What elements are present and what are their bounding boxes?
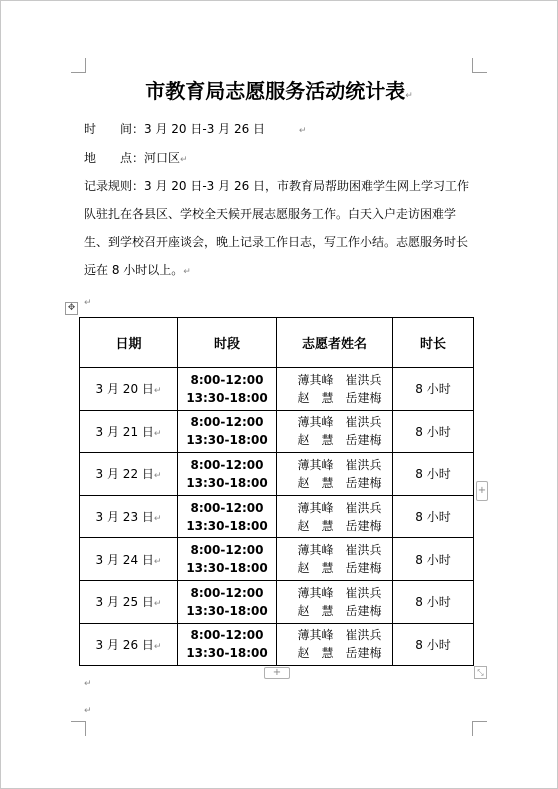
paragraph-mark: ↵ xyxy=(84,298,92,308)
place-label: 地 点： xyxy=(84,151,145,165)
date-cell xyxy=(80,580,178,623)
duration-cell xyxy=(393,538,474,581)
header-time-slot: 时段 xyxy=(178,318,277,368)
document-title xyxy=(0,75,558,104)
duration-text: 8 小时 xyxy=(415,595,451,610)
table-row xyxy=(80,453,474,496)
diagonal-resize-icon: ⤡ xyxy=(477,668,484,677)
table-body xyxy=(80,368,474,666)
volunteer-name: 岳建梅 xyxy=(345,390,382,405)
time-slot-cell xyxy=(178,580,277,623)
paragraph-mark: ↵ xyxy=(153,556,162,567)
table-header-row xyxy=(80,318,474,368)
morning-slot: 8:00-12:00 xyxy=(190,628,264,643)
volunteer-names-cell xyxy=(277,538,393,581)
afternoon-slot: 13:30-18:00 xyxy=(186,475,268,490)
date-text: 3 月 20 日 xyxy=(95,382,154,397)
volunteer-name: 岳建梅 xyxy=(345,433,382,448)
time-slot-cell xyxy=(178,623,277,666)
time-slot-cell xyxy=(178,410,277,453)
morning-slot: 8:00-12:00 xyxy=(190,543,264,558)
duration-text: 8 小时 xyxy=(415,424,451,439)
volunteer-name: 崔洪兵 xyxy=(345,457,382,472)
volunteer-name: 崔洪兵 xyxy=(345,500,382,515)
afternoon-slot: 13:30-18:00 xyxy=(186,390,268,405)
rules-text: 记录规则：3 月 20 日-3 月 26 日，市教育局帮助困难学生网上学习工作队驻扎在各县区、学校全天候开展志愿服务工作。白天入户走访困难学生、到学校召开座谈会，晚上记录工作日志，写工作小结。志愿服务时长远在 8 小时以上。 xyxy=(84,179,470,277)
volunteer-name: 崔洪兵 xyxy=(345,372,382,387)
duration-text: 8 小时 xyxy=(415,510,451,525)
date-cell xyxy=(80,368,178,411)
duration-cell xyxy=(393,368,474,411)
volunteer-name: 岳建梅 xyxy=(345,561,382,576)
volunteer-names-cell xyxy=(277,368,393,411)
table-row xyxy=(80,368,474,411)
crop-mark-bottom-left xyxy=(71,721,86,736)
volunteer-name: 崔洪兵 xyxy=(345,415,382,430)
table-row xyxy=(80,580,474,623)
paragraph-mark: ↵ xyxy=(153,641,162,652)
volunteer-name: 薄其峰 xyxy=(297,372,334,387)
table-row xyxy=(80,410,474,453)
volunteer-name: 崔洪兵 xyxy=(345,628,382,643)
volunteer-names-cell xyxy=(277,495,393,538)
table-resize-handle[interactable] xyxy=(474,666,487,679)
table-move-icon[interactable]: ✥ xyxy=(65,302,78,315)
paragraph-mark: ↵ xyxy=(153,428,162,439)
morning-slot: 8:00-12:00 xyxy=(190,372,264,387)
date-text: 3 月 26 日 xyxy=(95,637,154,652)
paragraph-mark: ↵ xyxy=(180,155,188,165)
paragraph-mark: ↵ xyxy=(84,706,92,716)
afternoon-slot: 13:30-18:00 xyxy=(186,518,268,533)
table-row xyxy=(80,495,474,538)
time-value: 3 月 20 日-3 月 26 日 xyxy=(144,122,266,136)
afternoon-slot: 13:30-18:00 xyxy=(186,646,268,661)
volunteer-statistics-table xyxy=(79,317,474,666)
plus-icon: + xyxy=(477,485,487,496)
date-cell xyxy=(80,623,178,666)
paragraph-mark: ↵ xyxy=(84,679,92,689)
recording-rules-paragraph xyxy=(84,172,474,286)
volunteer-name: 赵 慧 xyxy=(297,646,334,661)
volunteer-name: 崔洪兵 xyxy=(345,585,382,600)
date-text: 3 月 25 日 xyxy=(95,595,154,610)
time-label: 时 间： xyxy=(84,122,145,136)
volunteer-name: 岳建梅 xyxy=(345,603,382,618)
duration-cell xyxy=(393,580,474,623)
volunteer-name: 赵 慧 xyxy=(297,603,334,618)
crop-mark-top-left xyxy=(71,58,86,73)
add-column-button[interactable] xyxy=(476,481,488,501)
time-line xyxy=(84,120,306,137)
duration-text: 8 小时 xyxy=(415,467,451,482)
duration-text: 8 小时 xyxy=(415,637,451,652)
afternoon-slot: 13:30-18:00 xyxy=(186,561,268,576)
volunteer-name: 薄其峰 xyxy=(297,457,334,472)
morning-slot: 8:00-12:00 xyxy=(190,457,264,472)
time-slot-cell xyxy=(178,368,277,411)
header-volunteer-names: 志愿者姓名 xyxy=(277,318,393,368)
date-text: 3 月 21 日 xyxy=(95,424,154,439)
morning-slot: 8:00-12:00 xyxy=(190,585,264,600)
duration-cell xyxy=(393,453,474,496)
volunteer-name: 岳建梅 xyxy=(345,475,382,490)
duration-text: 8 小时 xyxy=(415,382,451,397)
date-cell xyxy=(80,410,178,453)
crop-mark-top-right xyxy=(472,58,487,73)
date-cell xyxy=(80,495,178,538)
duration-cell xyxy=(393,495,474,538)
place-value: 河口区 xyxy=(144,151,181,165)
paragraph-mark: ↵ xyxy=(405,91,413,101)
date-cell xyxy=(80,538,178,581)
time-slot-cell xyxy=(178,453,277,496)
date-text: 3 月 23 日 xyxy=(95,510,154,525)
table-row xyxy=(80,623,474,666)
plus-icon: + xyxy=(272,667,282,678)
volunteer-names-cell xyxy=(277,623,393,666)
volunteer-name: 赵 慧 xyxy=(297,433,334,448)
paragraph-mark: ↵ xyxy=(153,514,162,525)
volunteer-name: 崔洪兵 xyxy=(345,543,382,558)
duration-cell xyxy=(393,623,474,666)
duration-text: 8 小时 xyxy=(415,552,451,567)
volunteer-name: 薄其峰 xyxy=(297,500,334,515)
table-row xyxy=(80,538,474,581)
volunteer-name: 赵 慧 xyxy=(297,390,334,405)
volunteer-name: 赵 慧 xyxy=(297,518,334,533)
volunteer-name: 岳建梅 xyxy=(345,646,382,661)
volunteer-name: 赵 慧 xyxy=(297,561,334,576)
afternoon-slot: 13:30-18:00 xyxy=(186,433,268,448)
paragraph-mark: ↵ xyxy=(183,267,191,277)
date-text: 3 月 22 日 xyxy=(95,467,154,482)
volunteer-names-cell xyxy=(277,410,393,453)
add-row-button[interactable] xyxy=(264,667,290,679)
volunteer-names-cell xyxy=(277,580,393,623)
volunteer-name: 薄其峰 xyxy=(297,415,334,430)
place-line xyxy=(84,149,188,166)
time-slot-cell xyxy=(178,495,277,538)
header-duration: 时长 xyxy=(393,318,474,368)
volunteer-names-cell xyxy=(277,453,393,496)
volunteer-name: 薄其峰 xyxy=(297,543,334,558)
date-cell xyxy=(80,453,178,496)
volunteer-name: 薄其峰 xyxy=(297,585,334,600)
header-date: 日期 xyxy=(80,318,178,368)
paragraph-mark: ↵ xyxy=(298,126,307,136)
morning-slot: 8:00-12:00 xyxy=(190,500,264,515)
duration-cell xyxy=(393,410,474,453)
paragraph-mark: ↵ xyxy=(153,599,162,610)
crop-mark-bottom-right xyxy=(472,721,487,736)
morning-slot: 8:00-12:00 xyxy=(190,415,264,430)
volunteer-name: 岳建梅 xyxy=(345,518,382,533)
volunteer-name: 薄其峰 xyxy=(297,628,334,643)
date-text: 3 月 24 日 xyxy=(95,552,154,567)
volunteer-name: 赵 慧 xyxy=(297,475,334,490)
title-text: 市教育局志愿服务活动统计表 xyxy=(145,79,406,103)
paragraph-mark: ↵ xyxy=(153,471,162,482)
paragraph-mark: ↵ xyxy=(153,386,162,397)
time-slot-cell xyxy=(178,538,277,581)
afternoon-slot: 13:30-18:00 xyxy=(186,603,268,618)
